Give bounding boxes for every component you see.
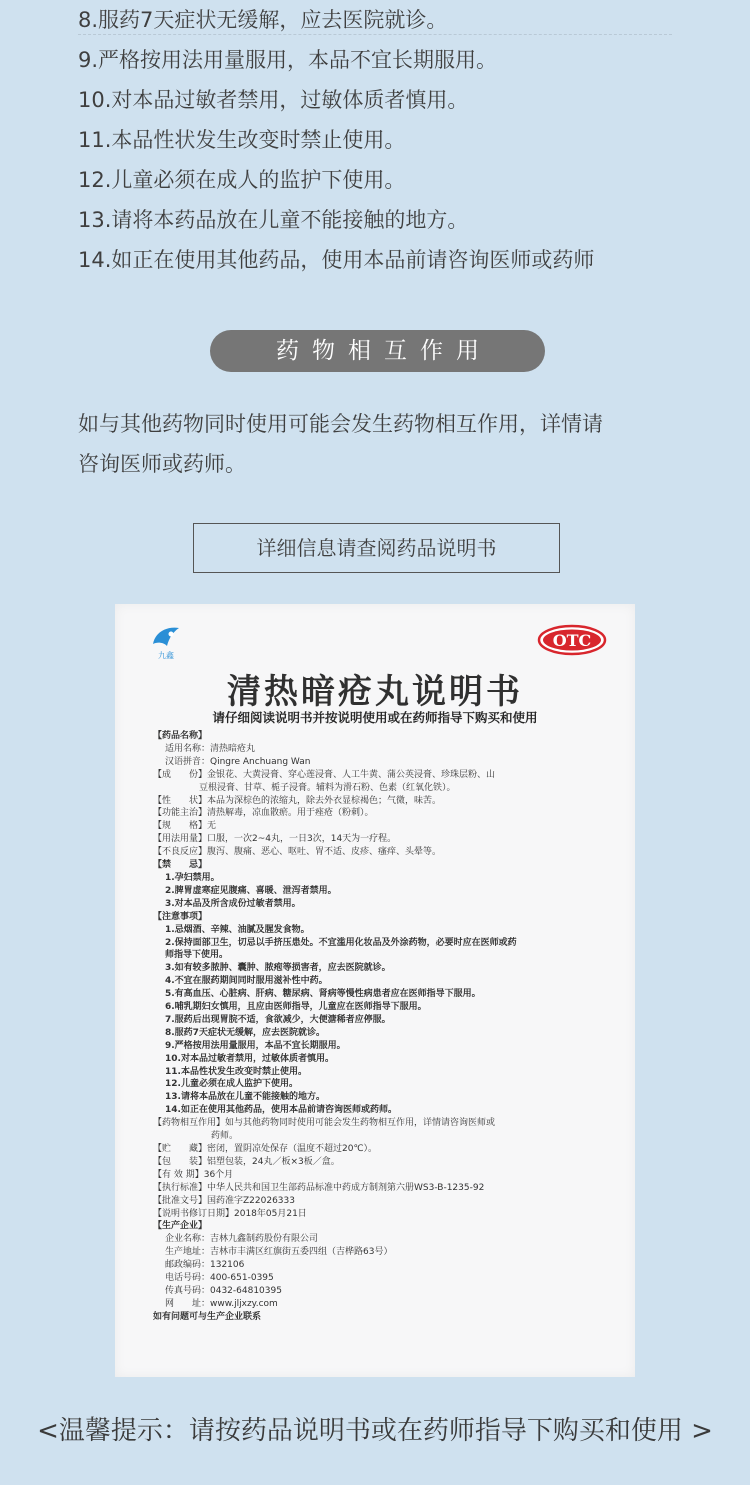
leaflet-line: 邮政编码：132106	[165, 1260, 245, 1271]
leaflet-line: 【性 状】本品为深棕色的浓缩丸，除去外衣显棕褐色；气微，味苦。	[153, 795, 442, 806]
leaflet-line: 【生产企业】	[153, 1221, 208, 1232]
precaution-item: 13.请将本药品放在儿童不能接触的地方。	[78, 208, 469, 232]
leaflet-line: 5.有高血压、心脏病、肝病、糖尿病、肾病等慢性病患者应在医师指导下服用。	[165, 989, 481, 1000]
leaflet-line: 如有问题可与生产企业联系	[153, 1311, 262, 1322]
leaflet-line: 【不良反应】腹泻、腹痛、恶心、呕吐、胃不适、皮疹、瘙痒、头晕等。	[153, 847, 442, 858]
leaflet-line: 【注意事项】	[153, 911, 208, 922]
leaflet-line: 2.脾胃虚寒症见腹痛、喜暖、泄泻者禁用。	[165, 885, 337, 896]
detail-info-box: 详细信息请查阅药品说明书	[193, 523, 560, 573]
otc-text: OTC	[552, 631, 592, 650]
leaflet-line: 【执行标准】中华人民共和国卫生部药品标准中药成方制剂第六册WS3-B-1235-92	[153, 1182, 485, 1193]
leaflet-line: 豆根浸膏、甘草、栀子浸膏。辅料为滑石粉、色素（红氧化铁）。	[199, 782, 456, 793]
leaflet-line: 【用法用量】口服，一次2~4丸，一日3次，14天为一疗程。	[153, 834, 397, 845]
leaflet-line: 企业名称：吉林九鑫制药股份有限公司	[165, 1234, 319, 1245]
leaflet-line: 【药物相互作用】如与其他药物同时使用可能会发生药物相互作用，详情请咨询医师或	[153, 1118, 496, 1129]
precaution-item: 10.对本品过敏者禁用，过敏体质者慎用。	[78, 88, 469, 112]
precaution-item: 11.本品性状发生改变时禁止使用。	[78, 128, 406, 152]
leaflet-line: 2.保持面部卫生，切忌以手挤压患处。不宜滥用化妆品及外涂药物，必要时应在医师或药	[165, 937, 517, 948]
leaflet-line: 14.如正在使用其他药品，使用本品前请咨询医师或药师。	[165, 1105, 397, 1116]
leaflet-line: 汉语拼音：Qingre Anchuang Wan	[165, 756, 311, 767]
leaflet-line: 3.对本品及所含成份过敏者禁用。	[165, 898, 301, 909]
leaflet-line: 12.儿童必须在成人监护下使用。	[165, 1079, 298, 1090]
leaflet-line: 4.不宜在服药期间同时服用滋补性中药。	[165, 976, 328, 987]
leaflet-line: 【药品名称】	[153, 731, 208, 741]
logo-text: 九鑫	[158, 651, 174, 660]
leaflet-title: 清热暗疮丸说明书	[227, 672, 523, 712]
leaflet-line: 师指导下使用。	[165, 950, 229, 961]
leaflet-line: 传真号码：0432-64810395	[165, 1285, 282, 1296]
leaflet-line: 11.本品性状发生改变时禁止使用。	[165, 1066, 307, 1077]
leaflet-line: 13.请将本品放在儿童不能接触的地方。	[165, 1092, 325, 1103]
precautions-list	[78, 0, 594, 280]
interaction-line: 咨询医师或药师。	[78, 452, 246, 476]
leaflet-line: 网 址：www.jljxzy.com	[165, 1298, 278, 1309]
leaflet-line: 【成 份】金银花、大黄浸膏、穿心莲浸膏、人工牛黄、蒲公英浸膏、珍珠层粉、山	[153, 769, 496, 780]
leaflet-line: 【有 效 期】36个月	[153, 1169, 234, 1180]
leaflet-line: 6.哺乳期妇女慎用，且应由医师指导，儿童应在医师指导下服用。	[165, 1002, 427, 1013]
leaflet-line: 【规 格】无	[153, 821, 217, 832]
leaflet-line: 生产地址：吉林市丰满区红旗街五委四组（吉桦路63号）	[165, 1247, 393, 1258]
interaction-line: 如与其他药物同时使用可能会发生药物相互作用，详情请	[78, 412, 603, 436]
leaflet-line: 1.忌烟酒、辛辣、油腻及腥发食物。	[165, 924, 310, 935]
footer-tip: <温馨提示：请按药品说明书或在药师指导下购买和使用 >	[37, 1416, 713, 1446]
interaction-text	[78, 404, 678, 484]
leaflet-line: 3.如有较多脓肿、囊肿、脓疱等损害者，应去医院就诊。	[165, 963, 391, 974]
leaflet-line: 【贮 藏】密闭，置阴凉处保存（温度不超过20℃）。	[153, 1144, 378, 1154]
leaflet-line: 【功能主治】清热解毒，凉血散瘀。用于痤疮（粉刺）。	[153, 808, 374, 819]
leaflet-line: 7.服药后出现胃脘不适，食欲减少，大便溏稀者应停服。	[165, 1014, 391, 1025]
precaution-item: 12.儿童必须在成人的监护下使用。	[78, 168, 406, 192]
leaflet-line: 电话号码：400-651-0395	[165, 1273, 274, 1284]
leaflet-line: 8.服药7天症状无缓解，应去医院就诊。	[165, 1027, 325, 1038]
leaflet-line: 【包 装】铝塑包装，24丸／板×3板／盒。	[153, 1156, 340, 1167]
leaflet-line: 适用名称：清热暗疮丸	[165, 743, 256, 754]
precaution-item: 14.如正在使用其他药品，使用本品前请咨询医师或药师	[78, 248, 595, 272]
leaflet-line: 药师。	[211, 1131, 239, 1142]
leaflet-line: 【说明书修订日期】2018年05月21日	[153, 1208, 307, 1219]
precaution-item: 9.严格按用法用量服用，本品不宜长期服用。	[78, 48, 498, 72]
leaflet-line: 【禁 忌】	[153, 860, 208, 871]
leaflet-line: 【批准文号】国药准字Z22026333	[153, 1195, 295, 1206]
leaflet-line: 10.对本品过敏者禁用，过敏体质者慎用。	[165, 1053, 334, 1064]
leaflet-line: 1.孕妇禁用。	[165, 872, 220, 883]
leaflet-image	[115, 604, 635, 1377]
precaution-item: 8.服药7天症状无缓解，应去医院就诊。	[78, 8, 448, 32]
interaction-heading: 药物相互作用	[210, 330, 545, 372]
leaflet-subtitle: 请仔细阅读说明书并按说明使用或在药师指导下购买和使用	[212, 710, 538, 725]
leaflet-line: 9.严格按用法用量服用，本品不宜长期服用。	[165, 1040, 346, 1051]
